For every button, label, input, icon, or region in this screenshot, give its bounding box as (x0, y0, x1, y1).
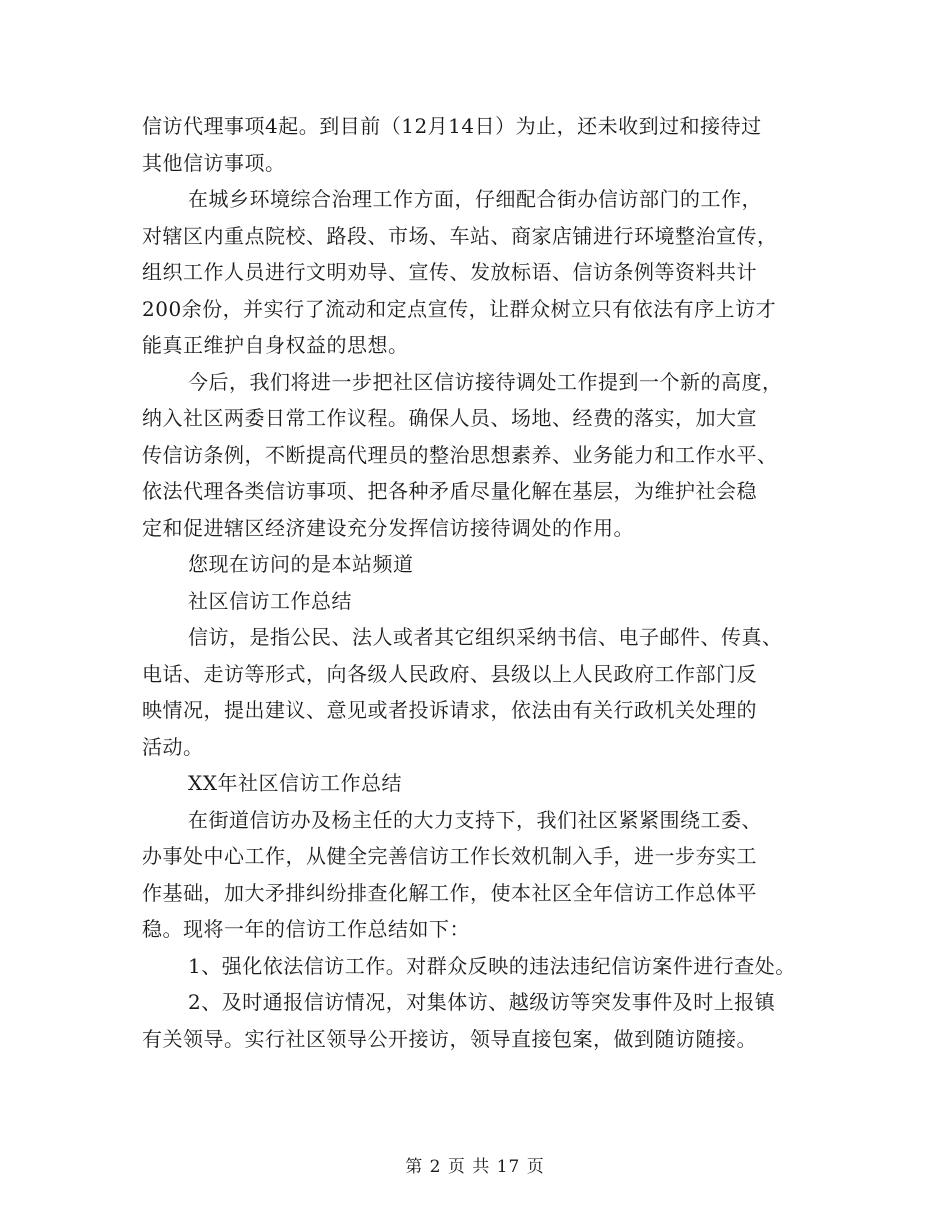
text-line: XX年社区信访工作总结 (188, 771, 402, 795)
text-line: 信访代理事项4起。到目前（12月14日）为止，还未收到过和接待过 (142, 114, 762, 138)
page-footer: 第 2 页 共 17 页 (405, 1157, 545, 1177)
text-line: 社区信访工作总结 (188, 588, 352, 613)
text-line: 传信访条例，不断提高代理员的整治思想素养、业务能力和工作水平、 (142, 442, 778, 467)
text-line: 2、及时通报信访情况，对集体访、越级访等突发事件及时上报镇 (188, 990, 776, 1014)
text-line: 映情况，提出建议、意见或者投诉请求，依法由有关行政机关处理的 (142, 698, 757, 722)
text-line: 纳入社区两委日常工作议程。确保人员、场地、经费的落实，加大宣 (142, 406, 757, 430)
text-line: 电话、走访等形式，向各级人民政府、县级以上人民政府工作部门反 (142, 661, 757, 686)
text-line: 200余份，并实行了流动和定点宣传，让群众树立只有依法有序上访才 (142, 296, 777, 321)
text-line: 1、强化依法信访工作。对群众反映的违法违纪信访案件进行查处。 (188, 953, 796, 978)
text-line: 在街道信访办及杨主任的大力支持下，我们社区紧紧围绕工委、 (188, 807, 762, 832)
text-line: 信访，是指公民、法人或者其它组织采纳书信、电子邮件、传真、 (188, 625, 783, 649)
text-line: 稳。现将一年的信访工作总结如下： (142, 917, 470, 941)
text-line: 办事处中心工作，从健全完善信访工作长效机制入手，进一步夯实工 (142, 844, 757, 868)
text-line: 有关领导。实行社区领导公开接访，领导直接包案，做到随访随接。 (142, 1026, 757, 1051)
text-line: 能真正维护自身权益的思想。 (142, 333, 409, 357)
text-line: 组织工作人员进行文明劝导、宣传、发放标语、信访条例等资料共计 (142, 260, 757, 284)
text-line: 其他信访事项。 (142, 150, 286, 175)
text-line: 您现在访问的是本站频道 (188, 552, 414, 576)
text-line: 活动。 (142, 734, 204, 759)
text-line: 今后，我们将进一步把社区信访接待调处工作提到一个新的高度， (188, 369, 783, 394)
text-line: 在城乡环境综合治理工作方面，仔细配合街办信访部门的工作， (188, 187, 762, 211)
text-line: 定和促进辖区经济建设充分发挥信访接待调处的作用。 (142, 515, 634, 540)
document-body (142, 108, 814, 1057)
text-line: 作基础，加大矛排纠纷排查化解工作，使本社区全年信访工作总体平 (142, 880, 757, 905)
text-line: 依法代理各类信访事项、把各种矛盾尽量化解在基层，为维护社会稳 (142, 479, 757, 503)
text-line: 对辖区内重点院校、路段、市场、车站、商家店铺进行环境整治宣传， (142, 223, 778, 248)
